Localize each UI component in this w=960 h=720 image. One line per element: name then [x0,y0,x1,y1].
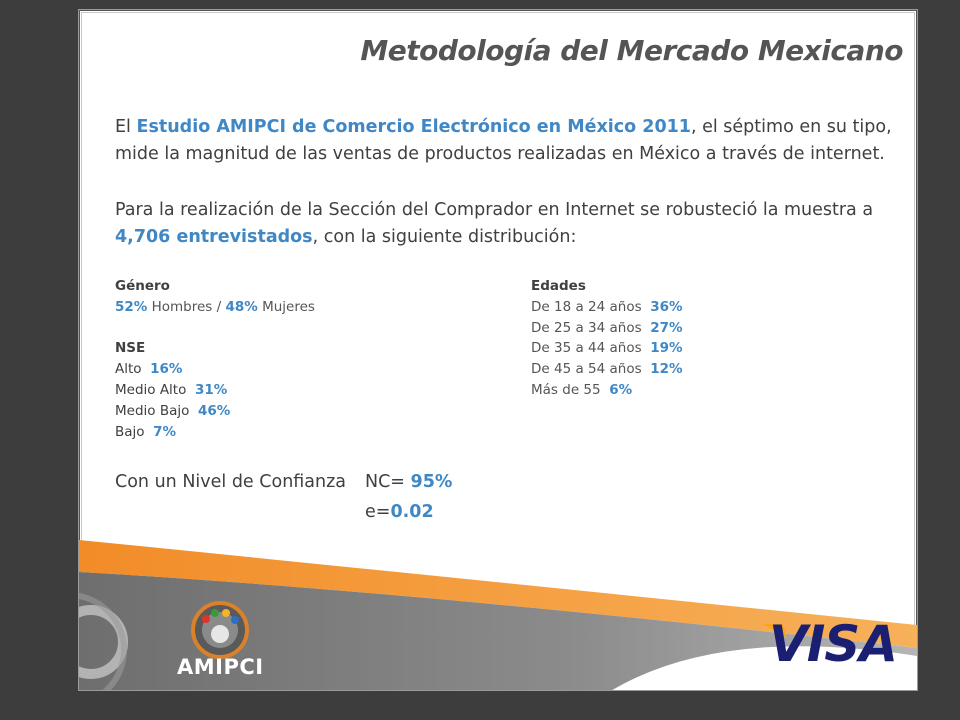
intro-prefix: El [115,117,137,137]
e-line [365,499,434,526]
edad-label: De 25 a 34 años [531,319,642,336]
mujeres-label: Mujeres [257,298,315,315]
e-value: 0.02 [390,502,434,522]
intro-suffix: , el séptimo en su tipo, mide la magnitud de las ventas de productos realizadas en México a través de internet. [115,117,892,164]
edad-label: De 35 a 44 años [531,340,642,357]
amipci-logo-icon [193,603,247,657]
nse-label: Medio Bajo [115,402,190,419]
left-column [115,276,315,442]
nse-label: Bajo [115,423,145,440]
edad-item [531,318,683,339]
edad-item [531,297,683,318]
amipci-logo-text: AMIPCI [177,655,264,679]
intro-paragraph [115,114,895,168]
slide-title: Metodología del Mercado Mexicano [360,34,903,67]
edad-value: 12% [650,361,683,378]
hombres-pct: 52% [115,298,148,315]
sample-prefix: Para la realización de la Sección del Comprador en Internet se robusteció la muestra a [115,200,874,220]
sample-suffix: , con la siguiente distribución: [312,227,577,247]
edad-label: De 18 a 24 años [531,298,642,315]
slide [78,9,918,691]
confianza-label: Con un Nivel de Confianza [115,472,347,492]
edad-label: Más de 55 [531,381,601,398]
sample-paragraph [115,197,895,251]
edad-value: 36% [650,298,683,315]
edad-item [531,359,683,380]
intro-highlight: Estudio AMIPCI de Comercio Electrónico en México 2011 [136,117,691,137]
nse-heading: NSE [115,340,146,357]
nse-value: 46% [197,402,231,419]
nse-item [115,380,315,401]
nse-value: 31% [194,381,228,398]
e-label: e= [365,502,391,522]
genero-line [115,297,315,318]
nc-line [365,469,452,496]
nse-value: 16% [150,361,183,378]
nse-label: Alto [115,361,142,378]
nse-value: 7% [153,423,177,440]
edad-item [531,338,683,359]
nc-value: 95% [410,472,453,492]
nc-label: NC= [365,472,411,492]
edades-heading: Edades [531,278,586,294]
right-column [531,276,683,401]
edad-value: 19% [650,340,683,357]
edad-item [531,380,683,401]
nse-item [115,359,315,380]
hombres-label: Hombres / [147,298,226,315]
nse-label: Medio Alto [115,381,187,398]
sample-highlight: 4,706 entrevistados [115,227,313,247]
edad-value: 6% [609,381,633,398]
genero-heading: Género [115,278,170,294]
mujeres-pct: 48% [225,298,258,315]
edad-value: 27% [650,319,683,336]
edad-label: De 45 a 54 años [531,361,642,378]
nse-item [115,422,315,443]
visa-logo: VISA [769,615,898,673]
nse-item [115,401,315,422]
